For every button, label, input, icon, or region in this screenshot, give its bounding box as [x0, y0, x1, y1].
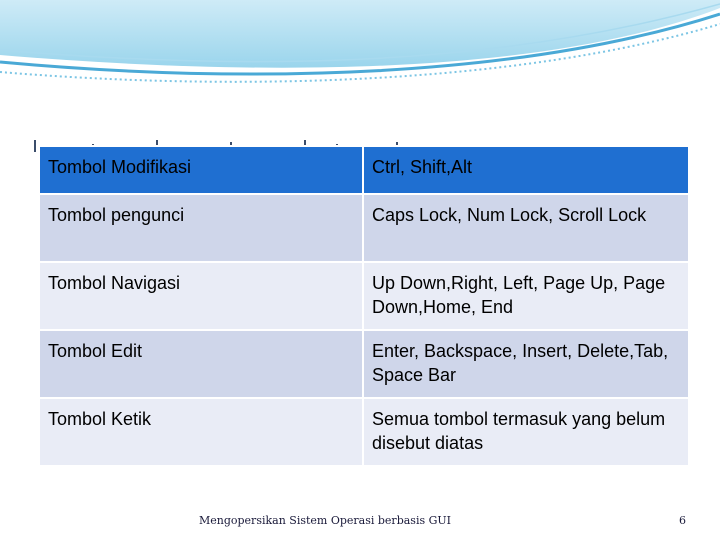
- table-cell-value: Caps Lock, Num Lock, Scroll Lock: [363, 194, 689, 262]
- table-cell-key: Tombol Ketik: [39, 398, 363, 466]
- table-cell-value: Semua tombol termasuk yang belum disebut diatas: [363, 398, 689, 466]
- page-number: 6: [679, 514, 686, 527]
- table-row: [39, 398, 689, 466]
- table-row: [39, 262, 689, 330]
- table-row: [39, 194, 689, 262]
- table-cell-value: Up Down,Right, Left, Page Up, Page Down,Home, End: [363, 262, 689, 330]
- table-row: [39, 146, 689, 194]
- header-wave-decoration: [0, 0, 720, 90]
- table-cell-key: Tombol Modifikasi: [39, 146, 363, 194]
- table-cell-value: Enter, Backspace, Insert, Delete,Tab, Space Bar: [363, 330, 689, 398]
- table-cell-key: Tombol pengunci: [39, 194, 363, 262]
- table-cell-key: Tombol Navigasi: [39, 262, 363, 330]
- table-cell-key: Tombol Edit: [39, 330, 363, 398]
- keyboard-keys-table: [38, 145, 690, 467]
- table-cell-value: Ctrl, Shift,Alt: [363, 146, 689, 194]
- footer-caption: Mengopersikan Sistem Operasi berbasis GUI: [198, 514, 452, 527]
- table-row: [39, 330, 689, 398]
